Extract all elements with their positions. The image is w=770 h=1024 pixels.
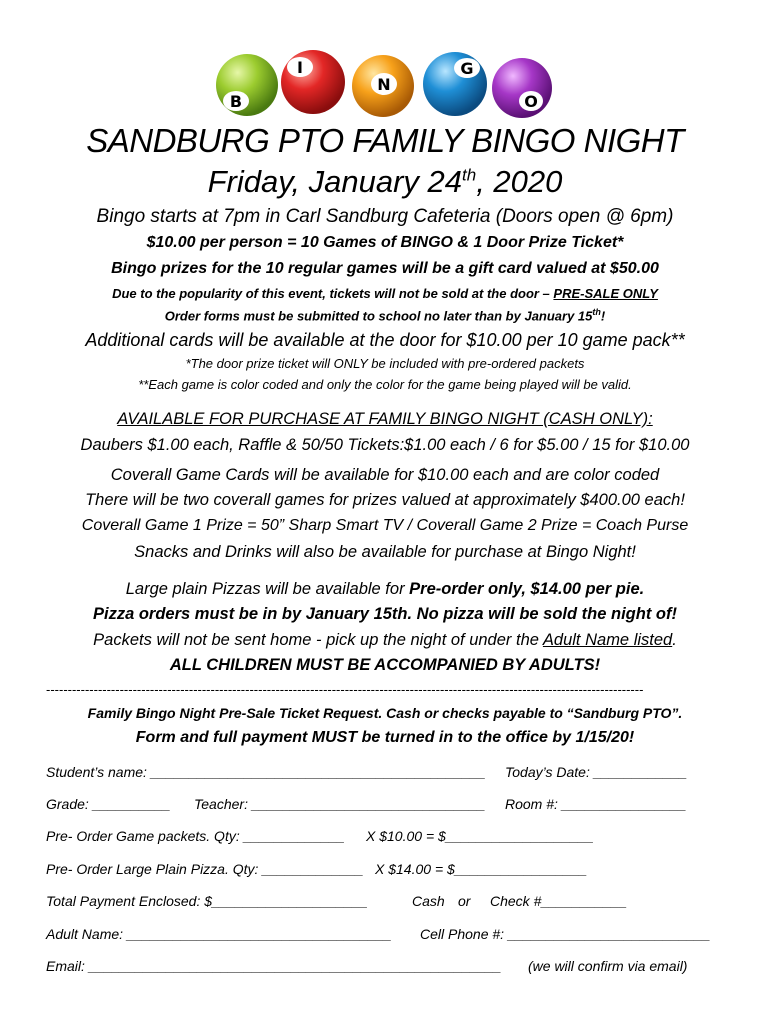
student-name-field[interactable]: Student’s name: ___________________________________________ — [46, 764, 486, 780]
todays-date-field[interactable]: Today’s Date: ____________ — [505, 764, 688, 780]
ball-n-letter: N — [377, 75, 391, 94]
email-field[interactable]: Email: _____________________________________________________ — [46, 958, 502, 974]
color-code-note: **Each game is color coded and only the color for the game being played will be valid. — [138, 377, 632, 392]
check-number-field[interactable]: Check #___________ — [490, 893, 628, 909]
ball-b — [216, 54, 278, 116]
page-title: SANDBURG PTO FAMILY BINGO NIGHT — [86, 122, 684, 159]
pizza-line: Large plain Pizzas will be available for Pre-order only, $14.00 per pie. — [125, 580, 645, 598]
additional-cards-line: Additional cards will be available at the door for $10.00 per 10 game pack** — [85, 330, 685, 350]
cash-option[interactable]: Cash — [412, 893, 445, 909]
start-time-line: Bingo starts at 7pm in Carl Sandburg Cafeteria (Doors open @ 6pm) — [96, 206, 674, 227]
ball-i-letter: I — [297, 58, 303, 77]
ball-b-letter: B — [229, 92, 243, 111]
ball-g — [423, 52, 487, 116]
purchase-heading: AVAILABLE FOR PURCHASE AT FAMILY BINGO NIGHT (CASH ONLY): — [117, 410, 653, 428]
snacks-line: Snacks and Drinks will also be available for purchase at Bingo Night! — [134, 543, 636, 561]
cut-line-divider: ------------------------------------------------------------------------------------------------------------------------------------------ — [46, 682, 644, 697]
adult-name-field[interactable]: Adult Name: __________________________________ — [46, 926, 392, 942]
presale-notice: Due to the popularity of this event, tickets will not be sold at the door – PRE-SALE ONLY — [112, 286, 658, 301]
children-notice: ALL CHILDREN MUST BE ACCOMPANIED BY ADULTS! — [169, 656, 601, 674]
door-prize-note: *The door prize ticket will ONLY be included with pre-ordered packets — [185, 356, 585, 371]
pizza-deadline-line: Pizza orders must be in by January 15th. No pizza will be sold the night of! — [92, 605, 677, 623]
ball-g-letter: G — [460, 59, 474, 78]
ball-o-letter: O — [524, 92, 538, 111]
event-date: Friday, January 24th, 2020 — [207, 164, 563, 199]
grade-field[interactable]: Grade: __________ — [46, 796, 171, 812]
coverall-prizes-line: There will be two coverall games for prizes valued at approximately $400.00 each! — [85, 491, 685, 509]
email-confirm-note: (we will confirm via email) — [528, 958, 688, 974]
coverall-games-line: Coverall Game 1 Prize = 50” Sharp Smart TV / Coverall Game 2 Prize = Coach Purse — [81, 517, 689, 534]
form-header: Family Bingo Night Pre-Sale Ticket Request. Cash or checks payable to “Sandburg PTO”. — [87, 705, 683, 721]
teacher-field[interactable]: Teacher: ______________________________ — [194, 796, 486, 812]
price-line: $10.00 per person = 10 Games of BINGO & 1 Door Prize Ticket* — [146, 234, 624, 251]
form-deadline: Form and full payment MUST be turned in to the office by 1/15/20! — [135, 729, 635, 746]
bingo-balls-logo — [0, 44, 770, 124]
ball-n — [352, 55, 414, 117]
pizza-total-field[interactable]: X $14.00 = $_________________ — [375, 861, 588, 877]
room-field[interactable]: Room #: ________________ — [505, 796, 687, 812]
game-packets-qty-field[interactable]: Pre- Order Game packets. Qty: _____________ — [46, 828, 345, 844]
packets-line: Packets will not be sent home - pick up the night of under the Adult Name listed. — [93, 631, 677, 649]
daubers-line: Daubers $1.00 each, Raffle & 50/50 Tickets:$1.00 each / 6 for $5.00 / 15 for $10.00 — [80, 436, 690, 454]
deadline-notice: Order forms must be submitted to school no later than by January 15th! — [164, 307, 606, 324]
prize-line: Bingo prizes for the 10 regular games will be a gift card valued at $50.00 — [111, 260, 659, 277]
ball-o — [492, 58, 552, 118]
ball-i — [281, 50, 345, 114]
total-payment-field[interactable]: Total Payment Enclosed: $____________________ — [46, 893, 368, 909]
pizza-qty-field[interactable]: Pre- Order Large Plain Pizza. Qty: _____________ — [46, 861, 364, 877]
cell-phone-field[interactable]: Cell Phone #: __________________________ — [420, 926, 711, 942]
coverall-cards-line: Coverall Game Cards will be available for $10.00 each and are color coded — [110, 466, 660, 484]
or-label: or — [458, 893, 471, 909]
game-packets-total-field[interactable]: X $10.00 = $___________________ — [366, 828, 594, 844]
